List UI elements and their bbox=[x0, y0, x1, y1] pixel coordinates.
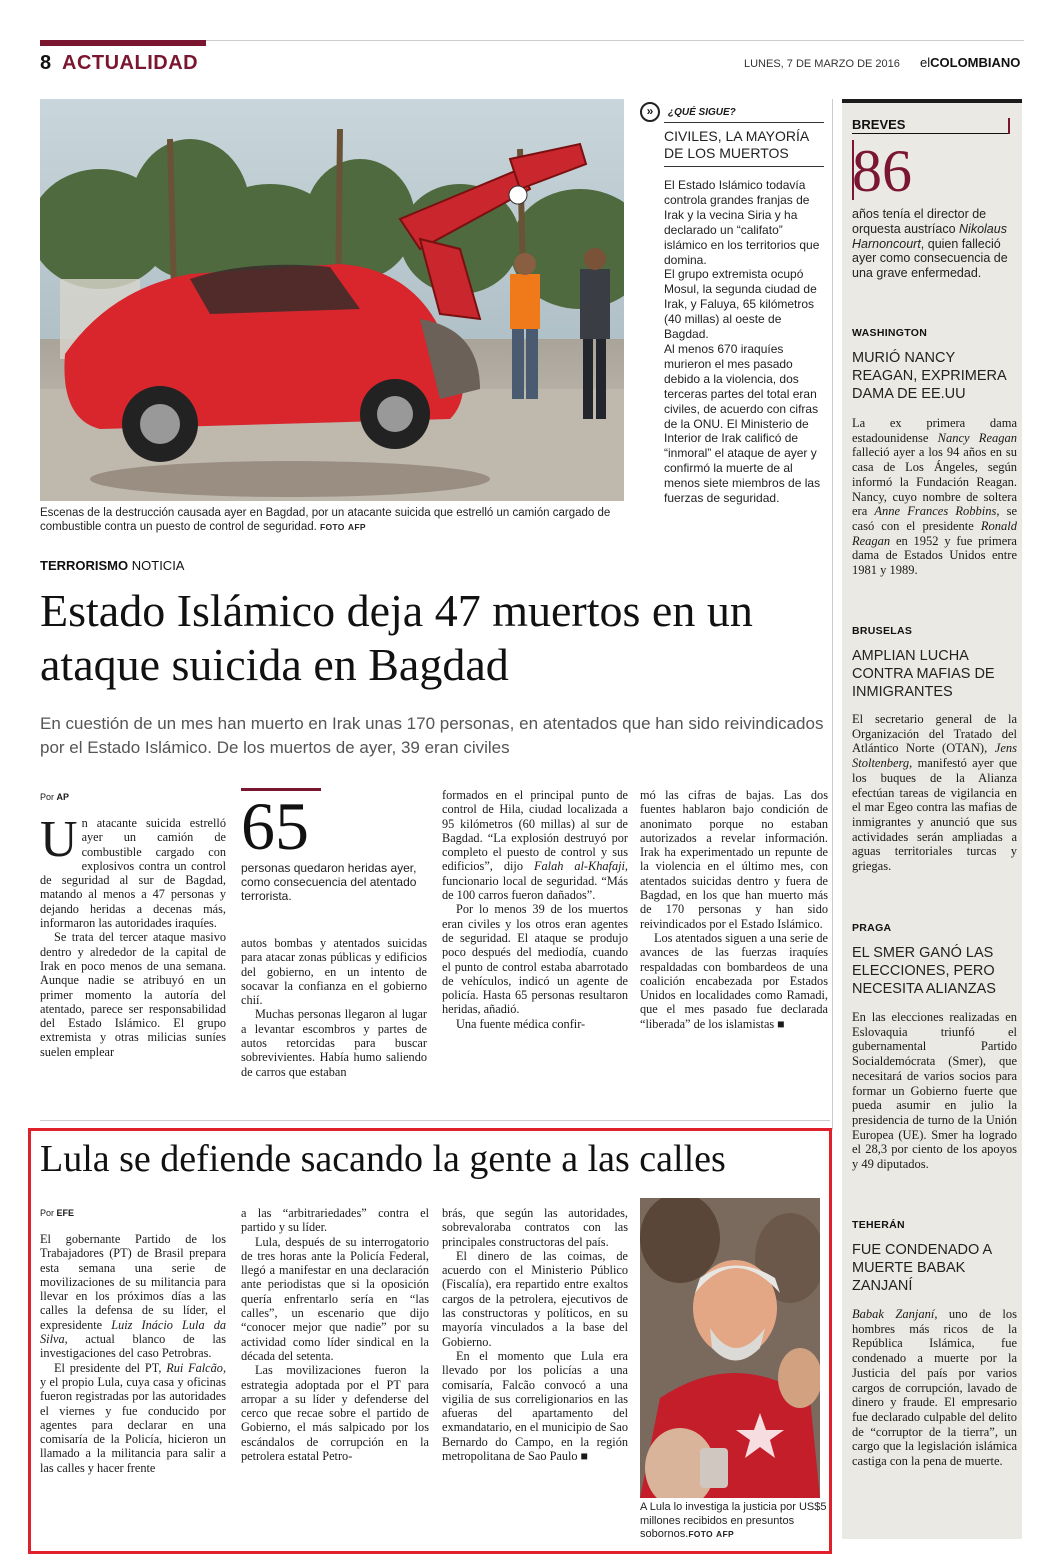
article-paragraph: a las “arbitrariedades” contra el partido y su líder. bbox=[241, 1206, 429, 1235]
photo-credit-source: AFP bbox=[716, 1529, 734, 1539]
article-paragraph bbox=[442, 788, 628, 902]
paragraph-text: años tenía el director de orquesta austríaco bbox=[852, 207, 987, 236]
section-color-bar bbox=[40, 40, 206, 46]
brief-location: WASHINGTON bbox=[852, 327, 928, 339]
sidebar-top-rule bbox=[842, 99, 1022, 103]
lula-full-name: Luiz Inácio Lula da Silva bbox=[40, 1317, 226, 1347]
lula-photo bbox=[640, 1198, 820, 1498]
article-paragraph: Lula, después de su interrogatorio de tres horas ante la Policía Federal, llegó a manifestar en una declaración ante periodistas que si la oposición quería enfrentarlo sería en “las calles”, un escenario que dijo “conocer mejor que nadie” por su actividad como líder sindical en la década del setenta. bbox=[241, 1234, 429, 1363]
brand-name: COLOMBIANO bbox=[930, 55, 1021, 70]
stat-number: 65 bbox=[241, 788, 309, 864]
que-sigue-body bbox=[664, 178, 826, 506]
article-column-1 bbox=[40, 811, 226, 1059]
article-paragraph: Se trata del tercer ataque masivo dentro y alrededor de la capital de Irak en poco menos de una semana. Aunque nadie se atribuyó en un primer momento la autoría del atentado, parece ser responsabilidad del Estado Islámico. El grupo extremista y otras milicias suníes suelen emplear bbox=[40, 930, 226, 1059]
article-paragraph bbox=[40, 1361, 226, 1475]
page-number: 8 bbox=[40, 52, 52, 74]
que-sigue-paragraph: Al menos 670 iraquíes murieron el mes pasado debido a la violencia, dos terceras partes del total eran civiles, de acuerdo con cifras de la ONU. El Ministerio de Interior de Irak calificó de “inmoral” el ataque de ayer y confirmó la muerte de al menos siete miembros de las fuerzas de seguridad. bbox=[664, 341, 821, 506]
breves-rule bbox=[852, 133, 1010, 134]
brief-body: El secretario general de la Organización del Tratado del Atlántico Norte (OTAN), Jens Stoltenberg, manifestó ayer que los buques de la Alianza efectúan tareas de vigilancia en el mar Egeo contra las mafias de inmigrantes y anunció que sus actividades serán ampliadas a aguas territoriales turcas y griegas. bbox=[852, 712, 1017, 874]
lula-column-1 bbox=[40, 1232, 226, 1475]
article-paragraph bbox=[40, 1232, 226, 1361]
lula-headline: Lula se defiende sacando la gente a las calles bbox=[40, 1138, 726, 1180]
photo-credit-label: FOTO bbox=[320, 522, 345, 532]
photo-credit-label: FOTO bbox=[688, 1529, 713, 1539]
newspaper-brand bbox=[920, 55, 1020, 70]
byline-author: AP bbox=[56, 792, 70, 802]
breves-big-number: 86 bbox=[852, 138, 912, 204]
bombing-scene-illustration bbox=[40, 99, 624, 501]
article-paragraph: Muchas personas llegaron al lugar a levantar escombros y partes de autos retorcidas para buscar sobrevivientes. Había humo saliendo de carros que estaban bbox=[241, 1007, 427, 1079]
photo-caption-text: A Lula lo investiga la justicia por US$5 millones recibidos en presuntos sobornos. bbox=[640, 1501, 827, 1540]
brief-location: BRUSELAS bbox=[852, 625, 913, 637]
kicker-tag: TERRORISMO bbox=[40, 558, 129, 573]
paragraph-text: El gobernante Partido de los Trabajadores (PT) de Brasil prepara esta semana una serie de movilizaciones de su militancia para llevar en los próximos días a las calles la defensa de su líder, el expresidente bbox=[40, 1232, 226, 1332]
brief-title: FUE CONDENADO A MUERTE BABAK ZANJANÍ bbox=[852, 1242, 992, 1294]
byline-prefix: Por bbox=[40, 1208, 55, 1218]
brief-title: AMPLIAN LUCHA CONTRA MAFIAS DE INMIGRANTES bbox=[852, 648, 995, 700]
brand-prefix: el bbox=[920, 55, 931, 70]
article-paragraph: brás, que según las autoridades, sobrevaloraba contratos con las principales constructoras del país. bbox=[442, 1206, 628, 1249]
brief-title: MURIÓ NANCY REAGAN, EXPRIMERA DAMA DE EE.UU bbox=[852, 350, 1006, 402]
article-paragraph: El dinero de las coimas, de acuerdo con el Ministerio Público (Fiscalía), era repartido entre exaltos cargos de la petrolera, ejecutivos de las constructoras y políticos, en su mayoría vinculados a la base del Gobierno. bbox=[442, 1248, 628, 1349]
brief-body: En las elecciones realizadas en Eslovaquia triunfó el gubernamental Partido Socialdemócrata (Smer), que necesitará de varios socios para formar un Gobierno fuerte que pueda asumir en julio la presidencia de turno de la Unión Europea (UE). Smer ha logrado el 28,3 por ciento de los apoyos y 49 diputados. bbox=[852, 1010, 1017, 1172]
article-paragraph: Una fuente médica confir- bbox=[456, 1016, 586, 1031]
conductor-name: Nikolaus Harnoncourt bbox=[852, 221, 1007, 251]
breves-number-text bbox=[852, 207, 1018, 281]
double-chevron-icon: » bbox=[640, 102, 660, 122]
article-deck: En cuestión de un mes han muerto en Irak unas 170 personas, en atentados que han sido reivindicados por el Estado Islámico. De los muertos de ayer, 39 eran civiles bbox=[40, 714, 824, 757]
breves-accent-bar bbox=[1008, 118, 1010, 134]
paragraph-text: formados en el principal punto de control de Hila, ciudad localizada a 95 kilómetros (60 millas) al sur de Bagdad. “La explosión destruyó por completo el puesto de control y sus edificios”, dijo bbox=[442, 788, 628, 874]
lula-column-2 bbox=[241, 1206, 429, 1463]
lula-column-3 bbox=[442, 1206, 628, 1463]
byline-prefix: Por bbox=[40, 792, 55, 802]
article-column-4 bbox=[640, 788, 828, 1031]
article-paragraph bbox=[40, 811, 226, 931]
article-paragraph: En el momento que Lula era llevado por los policías a una comisaría, Falcão convocó a una vigilia de sus correligionarios en las afueras del apartamento del exmandatario, en el municipio de Sao Bernardo do Campo, en la región metropolitana de Sao Paulo ■ bbox=[442, 1348, 628, 1464]
paragraph-text: , funcionario local de seguridad. “Más de 100 carros fueron dañados”. bbox=[442, 859, 628, 903]
breves-label: BREVES bbox=[852, 117, 906, 132]
paragraph-text: , y el propio Lula, cuya casa y oficinas fueron registradas por las autoridades el viernes y fue conducido por agentes para declarar en una comisaría de la Policía, hicieron un llamado a la militancia para salir a las calles y hacer frente bbox=[40, 1360, 227, 1475]
kicker-type: NOTICIA bbox=[131, 558, 185, 573]
stat-caption: personas quedaron heridas ayer, como consecuencia del atentado terrorista. bbox=[241, 861, 417, 903]
brief-body: Babak Zanjaní, uno de los hombres más ricos de la República Islámica, fue condenado a muerte por la Justicia del país por varios cargos de corrupción, lavado de dinero y fraude. El empresario fue declarado culpable del delito de “corruptor de la tierra”, un cargo que la legislación islámica castiga con la pena de muerte. bbox=[852, 1307, 1017, 1469]
issue-date: LUNES, 7 DE MARZO DE 2016 bbox=[744, 58, 900, 70]
bombing-scene-photo bbox=[40, 99, 624, 501]
paragraph-text: , quien falleció ayer como consecuencia de una grave enfermedad. bbox=[852, 236, 1008, 281]
article-paragraph: Por lo menos 39 de los muertos eran civiles y los otros eran agentes de seguridad. El ataque se produjo poco después del mediodía, cuando el punto de control estaba abarrotado de vehículos, indicó un agente de policía. Hasta 65 personas resultaron heridas, añadió. bbox=[442, 902, 628, 1017]
que-sigue-label: ¿QUÉ SIGUE? bbox=[668, 107, 736, 118]
article-column-3 bbox=[442, 788, 628, 1031]
photo-credit-source: AFP bbox=[347, 522, 366, 532]
byline-author: EFE bbox=[56, 1208, 75, 1218]
quoted-official-name: Falah al-Khafaji bbox=[534, 859, 625, 874]
article-divider bbox=[40, 1120, 830, 1121]
article-headline: Estado Islámico deja 47 muertos en un ataque suicida en Bagdad bbox=[40, 585, 753, 690]
brief-body: La ex primera dama estadounidense Nancy Reagan falleció ayer a los 94 años en su casa de Los Ángeles, según informó la Fundación Reagan. Nancy, cuyo nombre de soltera era Anne Frances Robbins, se casó con el presidente Ronald Reagan en 1952 y fue primera dama de Estados Unidos entre 1981 y 1989. bbox=[852, 416, 1017, 578]
section-title: ACTUALIDAD bbox=[62, 52, 199, 74]
article-paragraph: Las movilizaciones fueron la estrategia adoptada por el PT para arropar a su líder y defenderse del cerco que recae sobre el partido de Gobierno, el más salpicado por los escándalos de corrupción en la petrolera estatal Petro- bbox=[241, 1363, 429, 1464]
column-divider bbox=[832, 99, 833, 1130]
paragraph-text: n atacante suicida estrelló ayer un camión de combustible cargado con explosivos contra un control de seguridad al sur de Bagdad, matando al menos a 47 personas y dejando heridas a decenas más, informaron las autoridades iraquíes. bbox=[40, 816, 226, 931]
article-kicker bbox=[40, 558, 184, 573]
drop-cap: U bbox=[40, 811, 78, 868]
lula-photo-illustration bbox=[640, 1198, 820, 1498]
brief-title: EL SMER GANÓ LAS ELECCIONES, PERO NECESITA ALIANZAS bbox=[852, 945, 996, 997]
article-paragraph: autos bombas y atentados suicidas para atacar zonas públicas y edificios del gobierno, en un intento de socavar la confianza en el gobierno chií. bbox=[241, 936, 427, 1008]
paragraph-text: , actual blanco de las investigaciones del caso Petrobras. bbox=[40, 1332, 226, 1361]
que-sigue-paragraph: El grupo extremista ocupó Mosul, la segunda ciudad de Irak, y Faluya, 65 kilómetros (40 millas) al oeste de Bagdad. bbox=[664, 267, 817, 342]
pt-president-name: Rui Falcão bbox=[166, 1360, 223, 1375]
que-sigue-title: CIVILES, LA MAYORÍA DE LOS MUERTOS bbox=[664, 128, 809, 161]
article-paragraph: mó las cifras de bajas. Las dos fuentes hablaron bajo condición de anonimato porque no estaban autorizados a revelar información. Irak ha experimentado un repunte de la violencia en el último mes, con atentados suicidas dentro y fuera de Bagdad, en los que han muerto más de 170 personas y han sido reivindicados por el Estado Islámico. bbox=[640, 788, 828, 931]
article-column-2 bbox=[241, 936, 427, 1079]
article-paragraph: Los atentados siguen a una serie de avances de las fuerzas iraquíes respaldadas con bombardeos de una coalición encabezada por Estados Unidos en localidades como Ramadi, que el mes pasado fue declarada “liberada” de los islamistas ■ bbox=[640, 930, 828, 1031]
que-sigue-rule-bottom bbox=[664, 166, 824, 167]
photo-caption-text: Escenas de la destrucción causada ayer en Bagdad, por un atacante suicida que estrelló un camión cargado de combustible contra un puesto de control de seguridad. bbox=[40, 507, 611, 533]
que-sigue-rule bbox=[664, 122, 824, 123]
brief-location: TEHERÁN bbox=[852, 1219, 905, 1231]
paragraph-text: El presidente del PT, bbox=[54, 1360, 167, 1375]
que-sigue-paragraph: El Estado Islámico todavía controla grandes franjas de Irak y la vecina Siria y ha declarado un “califato” islámico en los territorios que domina. bbox=[664, 178, 820, 267]
lula-byline bbox=[40, 1208, 74, 1218]
photo-caption bbox=[40, 506, 630, 534]
article-byline bbox=[40, 792, 69, 802]
lula-photo-caption bbox=[640, 1501, 830, 1542]
brief-location: PRAGA bbox=[852, 922, 892, 934]
